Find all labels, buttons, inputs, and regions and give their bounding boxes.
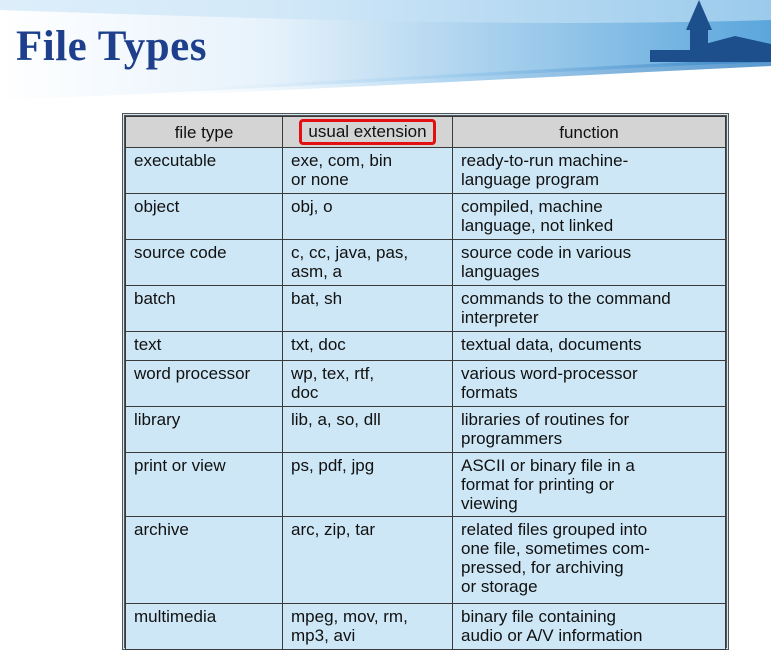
cell-file-type (126, 240, 283, 286)
extension-text-line: or none (291, 170, 349, 189)
function-text-line: ASCII or binary file in a (461, 456, 635, 475)
cell-function (453, 453, 726, 517)
header-label: file type (174, 122, 234, 142)
header-usual-extension (283, 117, 453, 148)
extension-text-line: ps, pdf, jpg (291, 456, 375, 475)
cell-usual-extension (283, 194, 453, 240)
extension-text-line: mpeg, mov, rm, (291, 607, 408, 626)
function-text-line: formats (461, 383, 518, 402)
function-text-line: format for printing or (461, 475, 615, 494)
extension-text-line: arc, zip, tar (291, 520, 376, 539)
function-text-line: related files grouped into (461, 520, 648, 539)
function-text-line: languages (461, 262, 540, 281)
header-label: function (559, 122, 619, 142)
function-text-line: compiled, machine (461, 197, 603, 216)
table-row (126, 286, 726, 332)
extension-text-line: exe, com, bin (291, 151, 393, 170)
function-text-line: source code in various (461, 243, 632, 262)
extension-text-line: obj, o (291, 197, 333, 216)
cell-usual-extension (283, 407, 453, 453)
cell-usual-extension (283, 148, 453, 194)
cell-usual-extension (283, 453, 453, 517)
file-type-text: print or view (134, 456, 226, 475)
extension-text-line: bat, sh (291, 289, 343, 308)
cell-file-type (126, 148, 283, 194)
cell-usual-extension (283, 286, 453, 332)
cell-function (453, 361, 726, 407)
function-text-line: one file, sometimes com- (461, 539, 650, 558)
file-type-text: object (134, 197, 180, 216)
function-text-line: language, not linked (461, 216, 614, 235)
cell-usual-extension (283, 517, 453, 604)
cell-function (453, 332, 726, 361)
file-type-text: word processor (134, 364, 251, 383)
extension-text-line: c, cc, java, pas, (291, 243, 409, 262)
table-row (126, 517, 726, 604)
cell-file-type (126, 517, 283, 604)
cell-file-type (126, 453, 283, 517)
function-text-line: ready-to-run machine- (461, 151, 629, 170)
table-row (126, 332, 726, 361)
function-text-line: various word-processor (461, 364, 638, 383)
cell-usual-extension (283, 240, 453, 286)
extension-text-line: asm, a (291, 262, 343, 281)
cell-function (453, 148, 726, 194)
cell-function (453, 604, 726, 650)
function-text-line: language program (461, 170, 599, 189)
function-text-line: viewing (461, 494, 518, 513)
file-type-text: library (134, 410, 181, 429)
file-type-text: text (134, 335, 162, 354)
function-text-line: libraries of routines for (461, 410, 630, 429)
extension-text-line: mp3, avi (291, 626, 356, 645)
function-text-line: interpreter (461, 308, 539, 327)
table-row (126, 148, 726, 194)
file-type-text: archive (134, 520, 189, 539)
extension-text-line: wp, tex, rtf, (291, 364, 375, 383)
cell-function (453, 286, 726, 332)
slide-title: File Types (16, 23, 207, 70)
function-text-line: commands to the command (461, 289, 671, 308)
table-row (126, 604, 726, 650)
file-type-text: multimedia (134, 607, 217, 626)
function-text-line: audio or A/V information (461, 626, 643, 645)
cell-file-type (126, 194, 283, 240)
cell-file-type (126, 332, 283, 361)
file-types-table (122, 113, 729, 650)
file-type-text: executable (134, 151, 217, 170)
cell-file-type (126, 361, 283, 407)
file-type-text: batch (134, 289, 176, 308)
extension-text-line: doc (291, 383, 319, 402)
extension-text-line: txt, doc (291, 335, 346, 354)
file-type-text: source code (134, 243, 227, 262)
table-row (126, 407, 726, 453)
cell-function (453, 194, 726, 240)
cell-file-type (126, 604, 283, 650)
function-text-line: textual data, documents (461, 335, 642, 354)
function-text-line: or storage (461, 577, 538, 596)
cell-file-type (126, 407, 283, 453)
table-row (126, 194, 726, 240)
table-row (126, 240, 726, 286)
header-function (453, 117, 726, 148)
table-row (126, 453, 726, 517)
function-text-line: pressed, for archiving (461, 558, 624, 577)
cell-function (453, 407, 726, 453)
cell-usual-extension (283, 604, 453, 650)
cell-usual-extension (283, 361, 453, 407)
cell-function (453, 517, 726, 604)
cell-function (453, 240, 726, 286)
cell-usual-extension (283, 332, 453, 361)
function-text-line: binary file containing (461, 607, 616, 626)
highlighted-header-label: usual extension (299, 119, 435, 145)
header-file-type (126, 117, 283, 148)
extension-text-line: lib, a, so, dll (291, 410, 381, 429)
function-text-line: programmers (461, 429, 563, 448)
cell-file-type (126, 286, 283, 332)
table-row (126, 361, 726, 407)
